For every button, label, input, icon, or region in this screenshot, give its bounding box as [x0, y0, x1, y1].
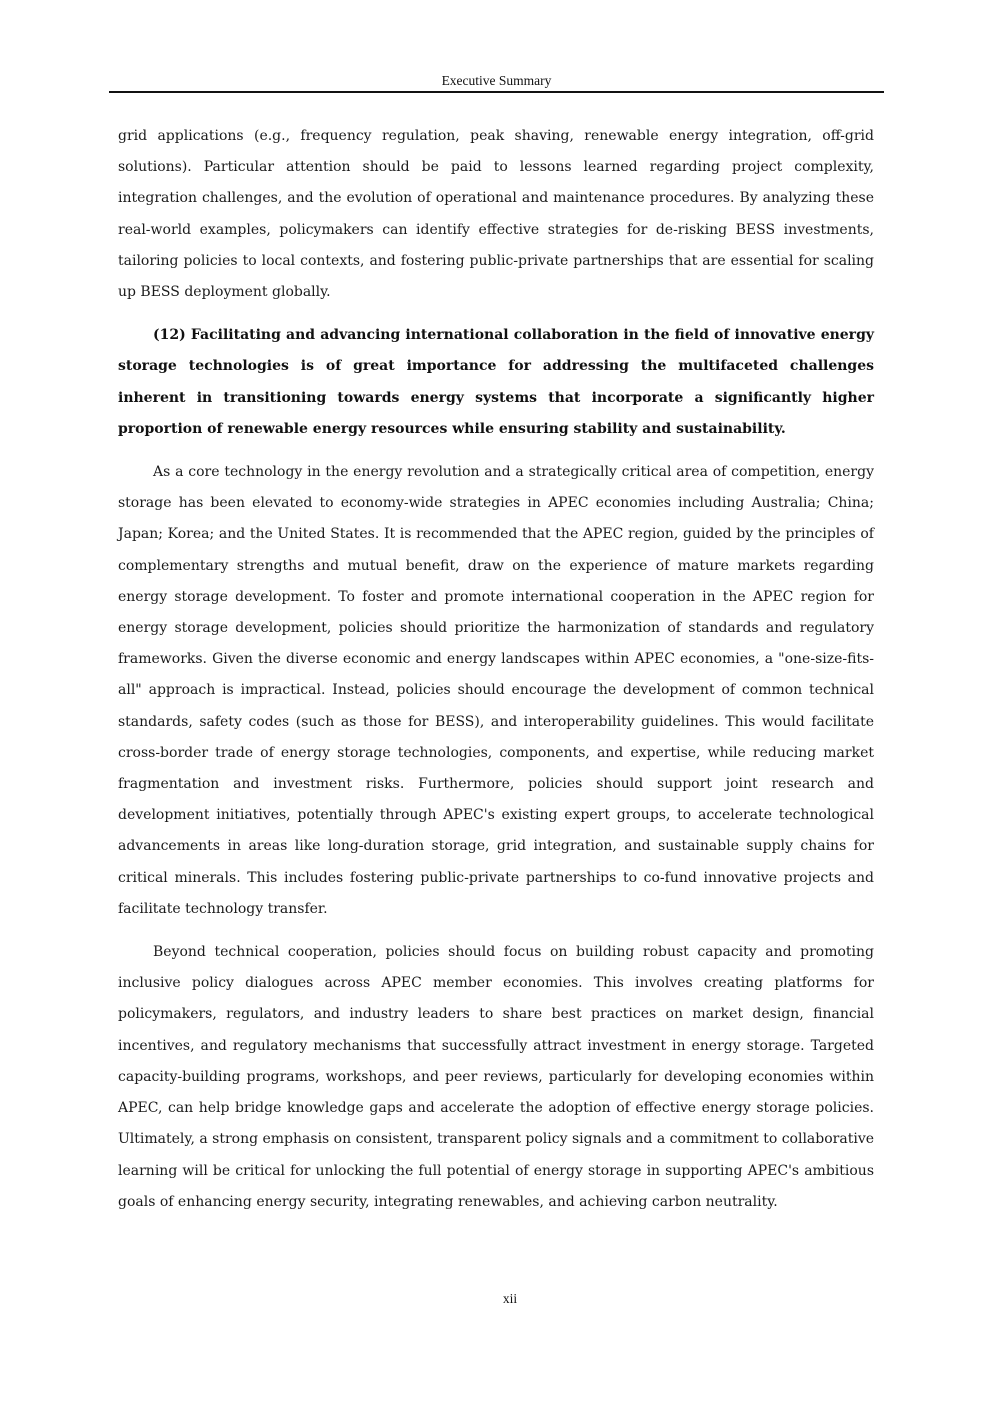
paragraph-international-cooperation: As a core technology in the energy revolution and a strategically critical area of competition, energy storage has been elevated to economy-wide strategies in APEC economies including Australia; China; Japan; Korea; and the United States. It is recommended that the APEC region, guided by the principles of complementary strengths and mutual benefit, draw on the experience of mature markets regarding energy storage development. To foster and promote international cooperation in the APEC region for energy storage development, policies should prioritize the harmonization of standards and regulatory frameworks. Given the diverse economic and energy landscapes within APEC economies, a "one-size-fits-all" approach is impractical. Instead, policies should encourage the development of common technical standards, safety codes (such as those for BESS), and interoperability guidelines. This would facilitate cross-border trade of energy storage technologies, components, and expertise, while reducing market fragmentation and investment risks. Furthermore, policies should support joint research and development initiatives, potentially through APEC's existing expert groups, to accelerate technological advancements in areas like long-duration storage, grid integration, and sustainable supply chains for critical minerals. This includes fostering public-private partnerships to co-fund innovative projects and facilitate technology transfer. [118, 464, 874, 917]
body-text [118, 121, 874, 1218]
paragraph-capacity-building: Beyond technical cooperation, policies should focus on building robust capacity and promoting inclusive policy dialogues across APEC member economies. This involves creating platforms for policymakers, regulators, and industry leaders to share best practices on market design, financial incentives, and regulatory mechanisms that successfully attract investment in energy storage. Targeted capacity-building programs, workshops, and peer reviews, particularly for developing economies within APEC, can help bridge knowledge gaps and accelerate the adoption of effective energy storage policies. Ultimately, a strong emphasis on consistent, transparent policy signals and a commitment to collaborative learning will be critical for unlocking the full potential of energy storage in supporting APEC's ambitious goals of enhancing energy security, integrating renewables, and achieving carbon neutrality. [118, 944, 875, 1210]
paragraph-bess-case-studies: grid applications (e.g., frequency regulation, peak shaving, renewable energy integration, off-grid solutions). Particular attention should be paid to lessons learned regarding project complexity, integration challenges, and the evolution of operational and maintenance procedures. By analyzing these real-world examples, policymakers can identify effective strategies for de-risking BESS investments, tailoring policies to local contexts, and fostering public-private partnerships that are essential for scaling up BESS deployment globally. [118, 128, 874, 301]
running-header: Executive Summary [441, 73, 552, 88]
recommendation-heading-12: (12) Facilitating and advancing international collaboration in the field of innovative energy storage technologies is of great importance for addressing the multifaceted challenges inherent in transitioning towards energy systems that incorporate a significantly higher proportion of renewable energy resources while ensuring stability and sustainability. [118, 327, 874, 437]
page-number: xii [502, 1291, 518, 1306]
header-rule [109, 91, 884, 93]
